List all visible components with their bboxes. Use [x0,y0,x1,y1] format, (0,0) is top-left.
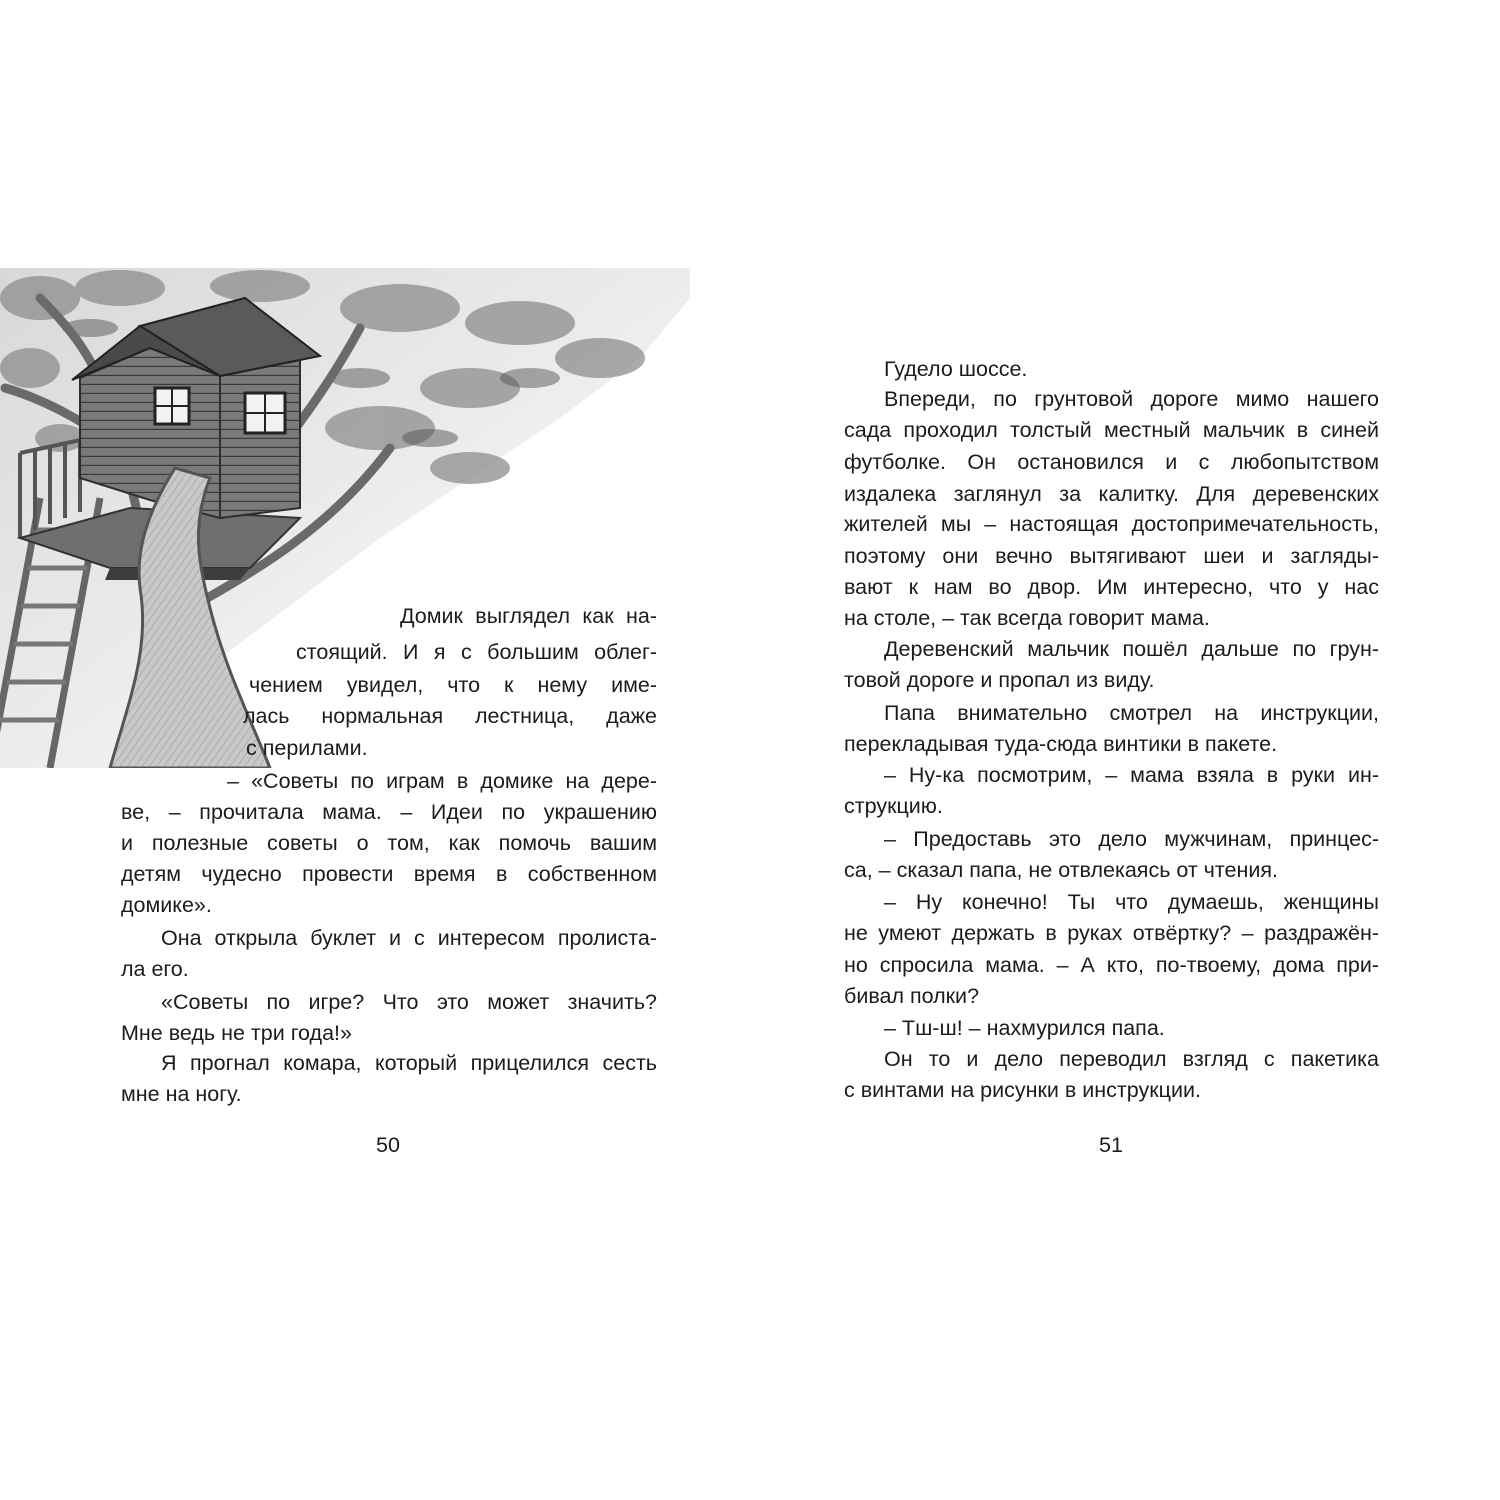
text-line: Я прогнал комара, который прицелился сесть [161,1051,657,1075]
page-number-left: 50 [376,1133,400,1157]
text-line: Он то и дело переводил взгляд с пакетика [884,1047,1379,1071]
text-line: ла его. [121,957,189,981]
text-line: са, – сказал папа, не отвлекаясь от чтения. [844,858,1278,882]
text-line: стоящий. И я с большим облег- [296,640,657,664]
text-line: но спросила мама. – А кто, по-твоему, дома при- [844,953,1379,977]
text-line: Деревенский мальчик пошёл дальше по грун- [884,637,1379,661]
text-line: сада проходил толстый местный мальчик в синей [844,418,1379,442]
text-line: лась нормальная лестница, даже [243,704,657,728]
text-line: – Тш-ш! – нахмурился папа. [884,1016,1165,1040]
text-line: струкцию. [844,794,943,818]
text-line: бивал полки? [844,984,980,1008]
text-line: Мне ведь не три года!» [121,1021,352,1045]
text-line: Она открыла буклет и с интересом пролиста- [161,926,657,950]
text-line: – Предоставь это дело мужчинам, принцес- [884,827,1379,851]
text-line: товой дороге и пропал из виду. [844,668,1155,692]
text-line: перекладывая туда-сюда винтики в пакете. [844,732,1278,756]
text-line: жителей мы – настоящая достопримечательность, [844,512,1379,536]
text-line: «Советы по игре? Что это может значить? [161,990,657,1014]
page-number-right: 51 [1099,1133,1123,1157]
text-line: мне на ногу. [121,1082,242,1106]
text-line: – «Советы по играм в домике на дере- [227,769,657,793]
text-line: ве, – прочитала мама. – Идеи по украшению [121,800,657,824]
text-line: футболке. Он остановился и с любопытством [844,450,1379,474]
text-line: поэтому они вечно вытягивают шеи и загляды- [844,544,1379,568]
text-line: с перилами. [246,736,368,760]
text-line: на столе, – так всегда говорит мама. [844,606,1210,630]
text-line: и полезные советы о том, как помочь вашим [121,831,657,855]
text-line: Впереди, по грунтовой дороге мимо нашего [884,387,1379,411]
text-line: вают к нам во двор. Им интересно, что у нас [844,575,1379,599]
text-line: с винтами на рисунки в инструкции. [844,1078,1201,1102]
text-line: – Ну конечно! Ты что думаешь, женщины [884,890,1379,914]
text-line: – Ну-ка посмотрим, – мама взяла в руки ин- [884,763,1379,787]
text-line: Домик выглядел как на- [400,604,657,628]
text-line: Гудело шоссе. [884,357,1028,381]
text-line: чением увидел, что к нему име- [249,673,657,697]
text-line: домике». [121,893,212,917]
text-line: издалека заглянул за калитку. Для деревенских [844,482,1379,506]
text-line: детям чудесно провести время в собственном [121,862,657,886]
text-line: Папа внимательно смотрел на инструкции, [884,701,1379,725]
text-line: не умеют держать в руках отвёртку? – раздражён- [844,921,1379,945]
